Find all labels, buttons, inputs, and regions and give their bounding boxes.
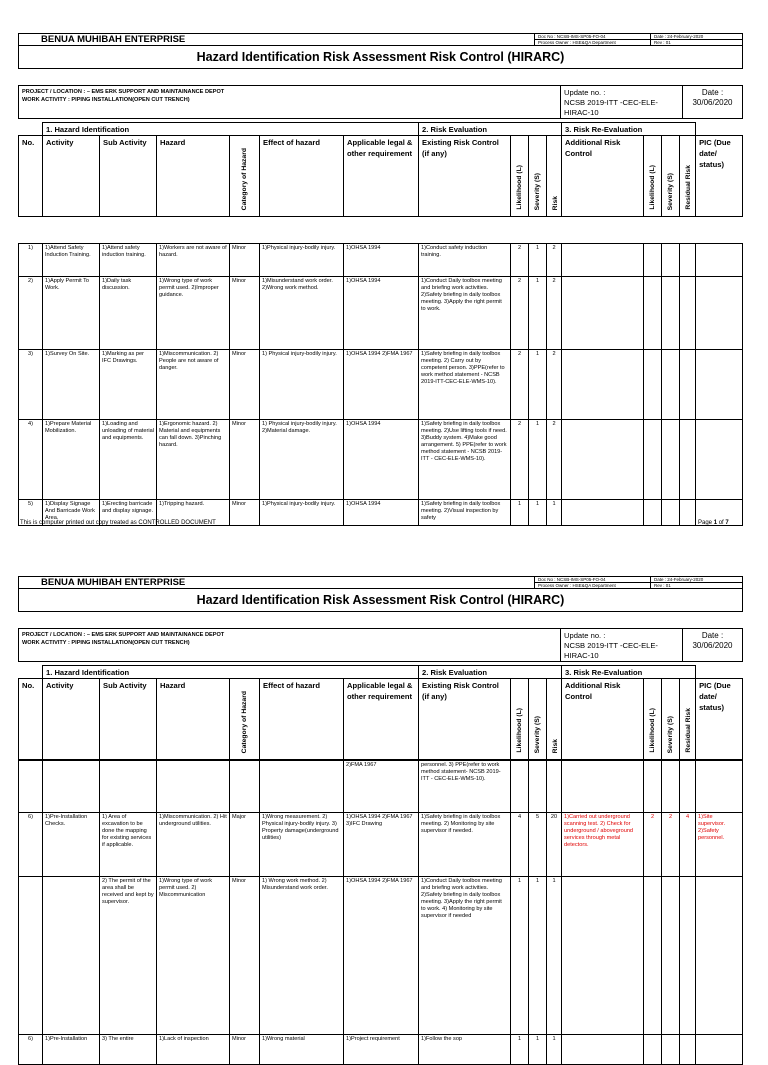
section-risk-re-evaluation: 3. Risk Re-Evaluation xyxy=(562,666,696,679)
col-control: Existing Risk Control (if any) xyxy=(419,679,511,760)
cell-empty xyxy=(644,350,662,420)
col-legal: Applicable legal & other requirement xyxy=(344,679,419,760)
cell-likelihood: 1 xyxy=(511,877,529,1035)
cell-no: 5) xyxy=(19,500,43,526)
cell-category: Minor xyxy=(230,420,260,500)
work-activity: WORK ACTIVITY : PIPING INSTALLATION(OPEN CUT TRENCH) xyxy=(22,97,190,103)
date-box xyxy=(683,86,743,119)
cell-severity: 5 xyxy=(529,813,547,877)
cell-risk: 2 xyxy=(547,350,562,420)
hirarc-body-table-2 xyxy=(18,760,743,1065)
cell-empty xyxy=(680,500,696,526)
cell-likelihood: 2 xyxy=(511,350,529,420)
cell-residual-risk: 4 xyxy=(680,813,696,877)
cell-activity xyxy=(43,877,100,1035)
cell-pic xyxy=(696,877,743,1035)
update-label: Update no. : xyxy=(564,631,606,640)
col-hazard: Hazard xyxy=(157,136,230,217)
cell-hazard: 1)Lack of inspection xyxy=(157,1035,230,1065)
project-info xyxy=(18,85,743,119)
cell-severity: 1 xyxy=(529,877,547,1035)
cell-empty xyxy=(662,277,680,350)
process-owner: Process Owner : HSE&QA Department xyxy=(535,583,651,589)
col-residual: Residual Risk xyxy=(680,679,696,760)
date-value: 30/06/2020 xyxy=(692,98,733,107)
hirarc-header-table-2 xyxy=(18,665,743,760)
cell-severity: 1 xyxy=(529,500,547,526)
cell-empty xyxy=(680,277,696,350)
cell-risk: 1 xyxy=(547,877,562,1035)
project-location: PROJECT / LOCATION : – EMS ERK SUPPORT AND MAINTAINANCE DEPOT xyxy=(22,632,225,638)
document-header xyxy=(18,33,743,69)
cell-activity xyxy=(43,761,100,813)
col-likelihood: Likelihood (L) xyxy=(511,679,529,760)
cell-category: Minor xyxy=(230,277,260,350)
cell-legal: 1)OHSA 1994 xyxy=(344,244,419,277)
cell-no: 6) xyxy=(19,813,43,877)
cell-additional-control xyxy=(562,877,644,1035)
doc-date: Date : 24-February-2020 xyxy=(651,34,743,40)
project-details xyxy=(19,86,561,119)
col-hazard: Hazard xyxy=(157,679,230,760)
document-header-2 xyxy=(18,576,743,612)
cell-hazard: 1)Miscommunication. 2) Hit underground utilities. xyxy=(157,813,230,877)
cell-hazard: 1)Tripping hazard. xyxy=(157,500,230,526)
cell-likelihood-2 xyxy=(644,761,662,813)
col-category: Category of Hazard xyxy=(230,679,260,760)
cell-risk xyxy=(547,761,562,813)
cell-risk: 20 xyxy=(547,813,562,877)
cell-no xyxy=(19,761,43,813)
col-additional: Additional Risk Control xyxy=(562,679,644,760)
col-effect: Effect of hazard xyxy=(260,136,344,217)
update-label: Update no. : xyxy=(564,88,606,97)
cell-control: 1)Safety briefing in daily toolbox meeting. 2)Visual inspection by safety xyxy=(419,500,511,526)
col-legal: Applicable legal & other requirement xyxy=(344,136,419,217)
cell-control: 1)Safety briefing in daily toolbox meeting. 2) Monitoring by site supervisor if needed. xyxy=(419,813,511,877)
cell-empty xyxy=(662,420,680,500)
cell-empty xyxy=(680,350,696,420)
col-severity-2: Severity (S) xyxy=(662,679,680,760)
cell-control: personnel. 3) PPE(refer to work method statement- NCSB 2019-ITT - CEC-ELE-WMS-10). xyxy=(419,761,511,813)
cell-severity-2: 2 xyxy=(662,813,680,877)
cell-legal: 1)Project requirement xyxy=(344,1035,419,1065)
cell-hazard: 1)Ergonomic hazard. 2) Material and equipments can fall down. 3)Pinching hazard. xyxy=(157,420,230,500)
page-2 xyxy=(18,576,742,1065)
cell-empty xyxy=(562,500,644,526)
cell-sub-activity: 1)Daily task discussion. xyxy=(100,277,157,350)
cell-empty xyxy=(644,500,662,526)
table-row xyxy=(19,877,743,1035)
cell-additional-control xyxy=(562,1035,644,1065)
cell-severity: 1 xyxy=(529,244,547,277)
cell-risk: 2 xyxy=(547,244,562,277)
cell-activity: 1)Attend Safety Induction Training. xyxy=(43,244,100,277)
cell-no: 1) xyxy=(19,244,43,277)
cell-control: 1)Safety briefing in daily toolbox meeting. 2) Carry out by competent person. 3)PPE(refer to work method statement - NCSB 2019-ITT-CEC-ELE-WMS-10). xyxy=(419,350,511,420)
cell-hazard: 1)Wrong type of work permit used. 2)Improper guidance. xyxy=(157,277,230,350)
cell-empty xyxy=(680,420,696,500)
cell-severity: 1 xyxy=(529,420,547,500)
cell-severity: 1 xyxy=(529,350,547,420)
cell-activity: 1)Apply Permit To Work. xyxy=(43,277,100,350)
cell-pic: 1)Site supervisor. 2)Safety personnel. xyxy=(696,813,743,877)
cell-control: 1)Follow the sop xyxy=(419,1035,511,1065)
project-details xyxy=(19,629,561,662)
cell-legal: 1)OHSA 1994 xyxy=(344,500,419,526)
cell-empty xyxy=(562,277,644,350)
cell-control: 1)Conduct safety induction training. xyxy=(419,244,511,277)
cell-likelihood-2 xyxy=(644,1035,662,1065)
project-info-2 xyxy=(18,628,743,662)
col-pic: PIC (Due date/ status) xyxy=(696,679,743,760)
col-no: No. xyxy=(19,136,43,217)
process-owner: Process Owner : HSE&QA Department xyxy=(535,40,651,46)
col-sub-activity: Sub Activity xyxy=(100,136,157,217)
doc-number: Doc No : NCSB-IMS-SP05-FO-04 xyxy=(535,577,651,583)
project-location: PROJECT / LOCATION : – EMS ERK SUPPORT AND MAINTAINANCE DEPOT xyxy=(22,89,225,95)
col-risk: Risk xyxy=(547,136,562,217)
col-additional: Additional Risk Control xyxy=(562,136,644,217)
col-control: Existing Risk Control (if any) xyxy=(419,136,511,217)
cell-likelihood xyxy=(511,761,529,813)
cell-sub-activity xyxy=(100,761,157,813)
cell-likelihood: 4 xyxy=(511,813,529,877)
cell-effect: 1)Wrong measurement. 2) Physical injury-bodily injury. 3) Property damage(underground utilities) xyxy=(260,813,344,877)
cell-likelihood: 1 xyxy=(511,1035,529,1065)
doc-date: Date : 24-February-2020 xyxy=(651,577,743,583)
table-row xyxy=(19,761,743,813)
section-hazard-identification: 1. Hazard Identification xyxy=(43,666,419,679)
table-row xyxy=(19,277,743,350)
cell-severity xyxy=(529,761,547,813)
cell-activity: 1)Display Signage And Barricade Work Area. xyxy=(43,500,100,526)
col-effect: Effect of hazard xyxy=(260,679,344,760)
cell-activity: 1)Pre-Installation xyxy=(43,1035,100,1065)
cell-pic xyxy=(696,761,743,813)
hirarc-header-table xyxy=(18,122,743,217)
date-label: Date : xyxy=(701,631,724,640)
cell-likelihood: 2 xyxy=(511,277,529,350)
cell-category: Minor xyxy=(230,244,260,277)
cell-sub-activity: 1)Erecting barricade and display signage. xyxy=(100,500,157,526)
company-name: BENUA MUHIBAH ENTERPRISE xyxy=(19,34,535,46)
cell-no: 4) xyxy=(19,420,43,500)
document-title: Hazard Identification Risk Assessment Risk Control (HIRARC) xyxy=(19,46,743,69)
cell-legal: 1)OHSA 1994 xyxy=(344,277,419,350)
cell-effect: 1)Physical injury-bodily injury. xyxy=(260,500,344,526)
company-name: BENUA MUHIBAH ENTERPRISE xyxy=(19,577,535,589)
cell-empty xyxy=(562,350,644,420)
cell-category: Major xyxy=(230,813,260,877)
cell-control: 1)Conduct Daily toolbox meeting and briefing work activities. 2)Safety briefing in daily toolbox meeting. 3)Apply the right permit to work. 4) Monitoring by site supervisor if needed xyxy=(419,877,511,1035)
cell-empty xyxy=(644,244,662,277)
cell-empty xyxy=(644,277,662,350)
table-row xyxy=(19,244,743,277)
cell-category xyxy=(230,761,260,813)
cell-category: Minor xyxy=(230,1035,260,1065)
col-residual: Residual Risk xyxy=(680,136,696,217)
update-box xyxy=(561,629,683,662)
cell-severity: 1 xyxy=(529,1035,547,1065)
section-hazard-identification: 1. Hazard Identification xyxy=(43,123,419,136)
col-severity: Severity (S) xyxy=(529,679,547,760)
controlled-document-note: This is computer printed out copy treated as CONTROLLED DOCUMENT xyxy=(20,520,216,526)
cell-hazard xyxy=(157,761,230,813)
cell-empty xyxy=(696,277,743,350)
cell-effect: 1) Wrong work method. 2) Misunderstand work order. xyxy=(260,877,344,1035)
cell-activity: 1)Prepare Material Mobilization. xyxy=(43,420,100,500)
cell-empty xyxy=(662,500,680,526)
table-row xyxy=(19,813,743,877)
cell-effect: 1)Physical injury-bodily injury. xyxy=(260,244,344,277)
cell-category: Minor xyxy=(230,500,260,526)
cell-no: 6) xyxy=(19,1035,43,1065)
cell-legal: 1)OHSA 1994 xyxy=(344,420,419,500)
cell-category: Minor xyxy=(230,877,260,1035)
cell-likelihood: 2 xyxy=(511,420,529,500)
cell-category: Minor xyxy=(230,350,260,420)
cell-sub-activity: 1) Area of excavation to be done the mapping for existing services if applicable. xyxy=(100,813,157,877)
page-number: Page 1 of 7 xyxy=(698,520,729,526)
cell-no xyxy=(19,877,43,1035)
date-box xyxy=(683,629,743,662)
cell-risk: 2 xyxy=(547,420,562,500)
cell-empty xyxy=(662,244,680,277)
col-pic: PIC (Due date/ status) xyxy=(696,136,743,217)
work-activity: WORK ACTIVITY : PIPING INSTALLATION(OPEN CUT TRENCH) xyxy=(22,640,190,646)
cell-legal: 2)FMA 1967 xyxy=(344,761,419,813)
table-row xyxy=(19,350,743,420)
col-likelihood-2: Likelihood (L) xyxy=(644,136,662,217)
hirarc-body-table xyxy=(18,243,743,526)
cell-risk: 2 xyxy=(547,277,562,350)
col-activity: Activity xyxy=(43,679,100,760)
cell-hazard: 1)Miscommunication. 2) People are not aware of danger. xyxy=(157,350,230,420)
cell-empty xyxy=(562,420,644,500)
col-sub-activity: Sub Activity xyxy=(100,679,157,760)
col-severity: Severity (S) xyxy=(529,136,547,217)
doc-number: Doc No : NCSB-IMS-SP05-FO-04 xyxy=(535,34,651,40)
col-severity-2: Severity (S) xyxy=(662,136,680,217)
cell-likelihood: 1 xyxy=(511,500,529,526)
cell-severity: 1 xyxy=(529,277,547,350)
cell-control: 1)Safety briefing in daily toolbox meeting. 2)Use lifting tools if need. 3)Buddy system. 4)Make good arrangement. 5) PPE(refer to work method statement - NCSB 2019-ITT - CEC-ELE-WMS-10). xyxy=(419,420,511,500)
cell-empty xyxy=(562,244,644,277)
cell-severity-2 xyxy=(662,877,680,1035)
cell-residual-risk xyxy=(680,877,696,1035)
cell-empty xyxy=(696,350,743,420)
document-title: Hazard Identification Risk Assessment Risk Control (HIRARC) xyxy=(19,589,743,612)
cell-legal: 1)OHSA 1994 2)FMA 1967 3)IFC Drawing xyxy=(344,813,419,877)
cell-sub-activity: 3) The entire xyxy=(100,1035,157,1065)
cell-risk: 1 xyxy=(547,1035,562,1065)
cell-risk: 1 xyxy=(547,500,562,526)
cell-severity-2 xyxy=(662,1035,680,1065)
cell-sub-activity: 1)Attend safety induction training. xyxy=(100,244,157,277)
cell-additional-control: 1)Carried out underground scanning test. 2) Check for underground / aboveground services through metal detectors. xyxy=(562,813,644,877)
cell-sub-activity: 1)Loading and unloading of material and equipments. xyxy=(100,420,157,500)
cell-additional-control xyxy=(562,761,644,813)
page-1 xyxy=(18,33,742,526)
cell-severity-2 xyxy=(662,761,680,813)
cell-no: 2) xyxy=(19,277,43,350)
doc-revision: Rev : 01 xyxy=(651,583,743,589)
col-risk: Risk xyxy=(547,679,562,760)
cell-legal: 1)OHSA 1994 2)FMA 1967 xyxy=(344,877,419,1035)
cell-likelihood-2 xyxy=(644,877,662,1035)
cell-residual-risk xyxy=(680,1035,696,1065)
table-row xyxy=(19,420,743,500)
cell-empty xyxy=(696,244,743,277)
date-label: Date : xyxy=(701,88,724,97)
cell-sub-activity: 2) The permit of the area shall be received and kept by supervisor. xyxy=(100,877,157,1035)
cell-activity: 1)Survey On Site. xyxy=(43,350,100,420)
table-row xyxy=(19,1035,743,1065)
cell-likelihood-2: 2 xyxy=(644,813,662,877)
cell-likelihood: 2 xyxy=(511,244,529,277)
cell-effect xyxy=(260,761,344,813)
col-no: No. xyxy=(19,679,43,760)
cell-empty xyxy=(644,420,662,500)
cell-hazard: 1)Wrong type of work permit used. 2) Miscommunication xyxy=(157,877,230,1035)
cell-sub-activity: 1)Marking as per IFC Drawings. xyxy=(100,350,157,420)
date-value: 30/06/2020 xyxy=(692,641,733,650)
cell-activity: 1)Pre-Installation Checks. xyxy=(43,813,100,877)
col-category: Category of Hazard xyxy=(230,136,260,217)
cell-effect: 1)Wrong material xyxy=(260,1035,344,1065)
doc-revision: Rev : 01 xyxy=(651,40,743,46)
cell-empty xyxy=(680,244,696,277)
cell-effect: 1) Physical injury-bodily injury. 2)Material damage. xyxy=(260,420,344,500)
update-box xyxy=(561,86,683,119)
cell-hazard: 1)Workers are not aware of hazard. xyxy=(157,244,230,277)
cell-effect: 1) Physical injury-bodily injury. xyxy=(260,350,344,420)
section-risk-evaluation: 2. Risk Evaluation xyxy=(419,123,562,136)
cell-control: 1)Conduct Daily toolbox meeting and briefing work activities. 2)Safety briefing in daily toolbox meeting. 3)Apply the right permit to work. xyxy=(419,277,511,350)
cell-pic xyxy=(696,1035,743,1065)
cell-no: 3) xyxy=(19,350,43,420)
section-risk-re-evaluation: 3. Risk Re-Evaluation xyxy=(562,123,696,136)
cell-effect: 1)Misunderstand work order. 2)Wrong work method. xyxy=(260,277,344,350)
col-likelihood: Likelihood (L) xyxy=(511,136,529,217)
cell-residual-risk xyxy=(680,761,696,813)
cell-empty xyxy=(662,350,680,420)
cell-legal: 1)OHSA 1994 2)FMA 1967 xyxy=(344,350,419,420)
col-activity: Activity xyxy=(43,136,100,217)
update-value: NCSB 2019-ITT -CEC-ELE-HIRAC-10 xyxy=(564,98,658,117)
col-likelihood-2: Likelihood (L) xyxy=(644,679,662,760)
section-risk-evaluation: 2. Risk Evaluation xyxy=(419,666,562,679)
cell-empty xyxy=(696,420,743,500)
update-value: NCSB 2019-ITT -CEC-ELE-HIRAC-10 xyxy=(564,641,658,660)
